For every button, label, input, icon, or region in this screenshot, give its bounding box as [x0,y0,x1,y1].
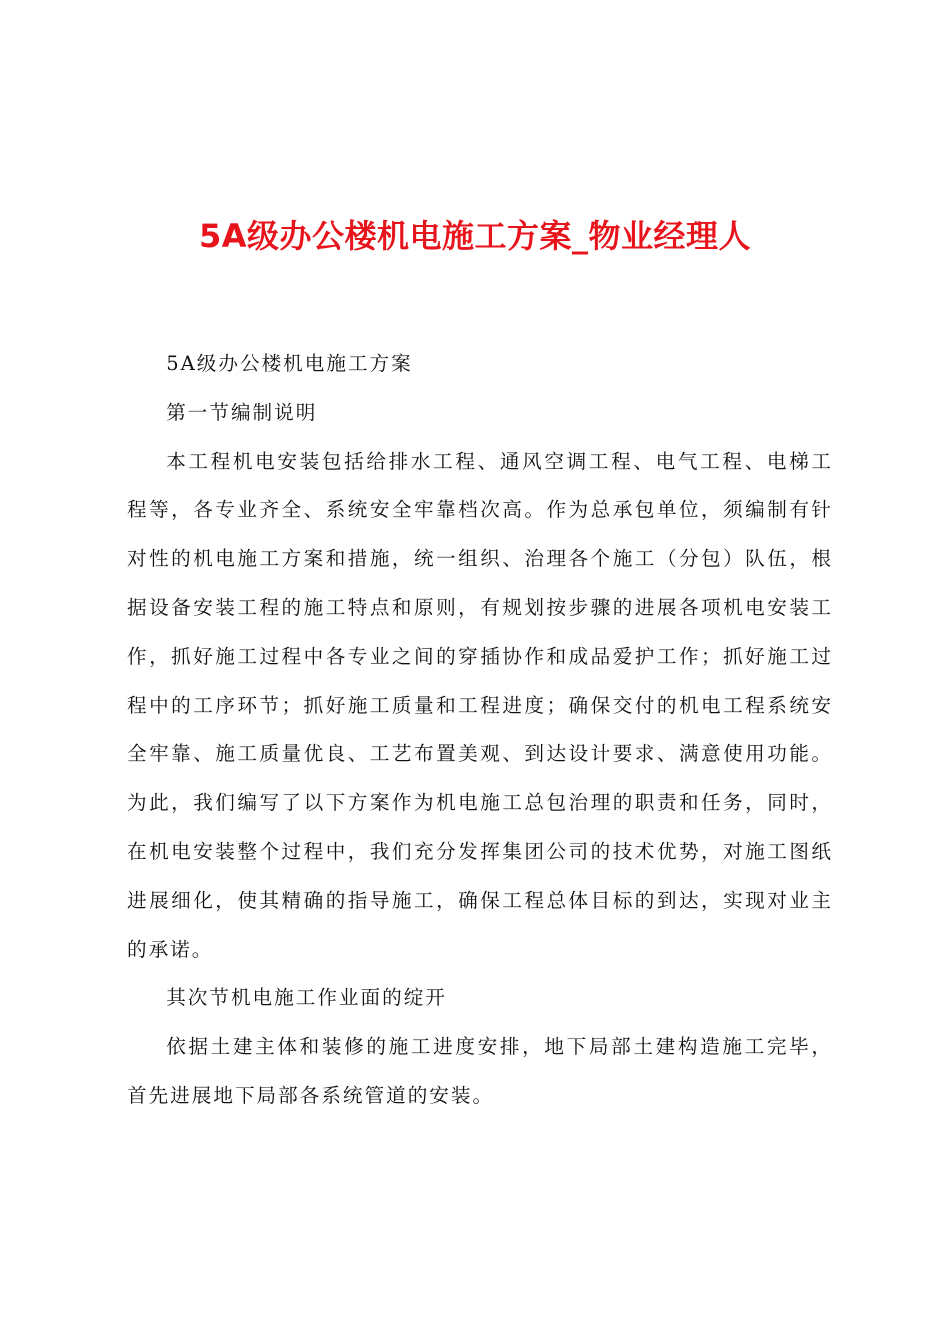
paragraph-section-1-body: 本工程机电安装包括给排水工程、通风空调工程、电气工程、电梯工程等，各专业齐全、系统安全牢靠档次高。作为总承包单位，须编制有针对性的机电施工方案和措施，统一组织、治理各个施工（分包）队伍，根据设备安装工程的施工特点和原则，有规划按步骤的进展各项机电安装工作，抓好施工过程中各专业之间的穿插协作和成品爱护工作；抓好施工过程中的工序环节；抓好施工质量和工程进度；确保交付的机电工程系统安全牢靠、施工质量优良、工艺布置美观、到达设计要求、满意使用功能。为此，我们编写了以下方案作为机电施工总包治理的职责和任务，同时，在机电安装整个过程中，我们充分发挥集团公司的技术优势，对施工图纸进展细化，使其精确的指导施工，确保工程总体目标的到达，实现对业主的承诺。 [127,449,833,961]
paragraph-section-2-body: 依据土建主体和装修的施工进度安排，地下局部土建构造施工完毕，首先进展地下局部各系统管道的安装。 [127,1035,833,1107]
paragraph-heading-main: 5A级办公楼机电施工方案 [166,352,413,375]
paragraph-section-2-heading: 其次节机电施工作业面的绽开 [166,986,447,1010]
paragraph-section-1-heading: 第一节编制说明 [166,400,318,424]
document-body [127,340,833,1121]
document-title: 5A级办公楼机电施工方案_物业经理人 [198,217,752,255]
